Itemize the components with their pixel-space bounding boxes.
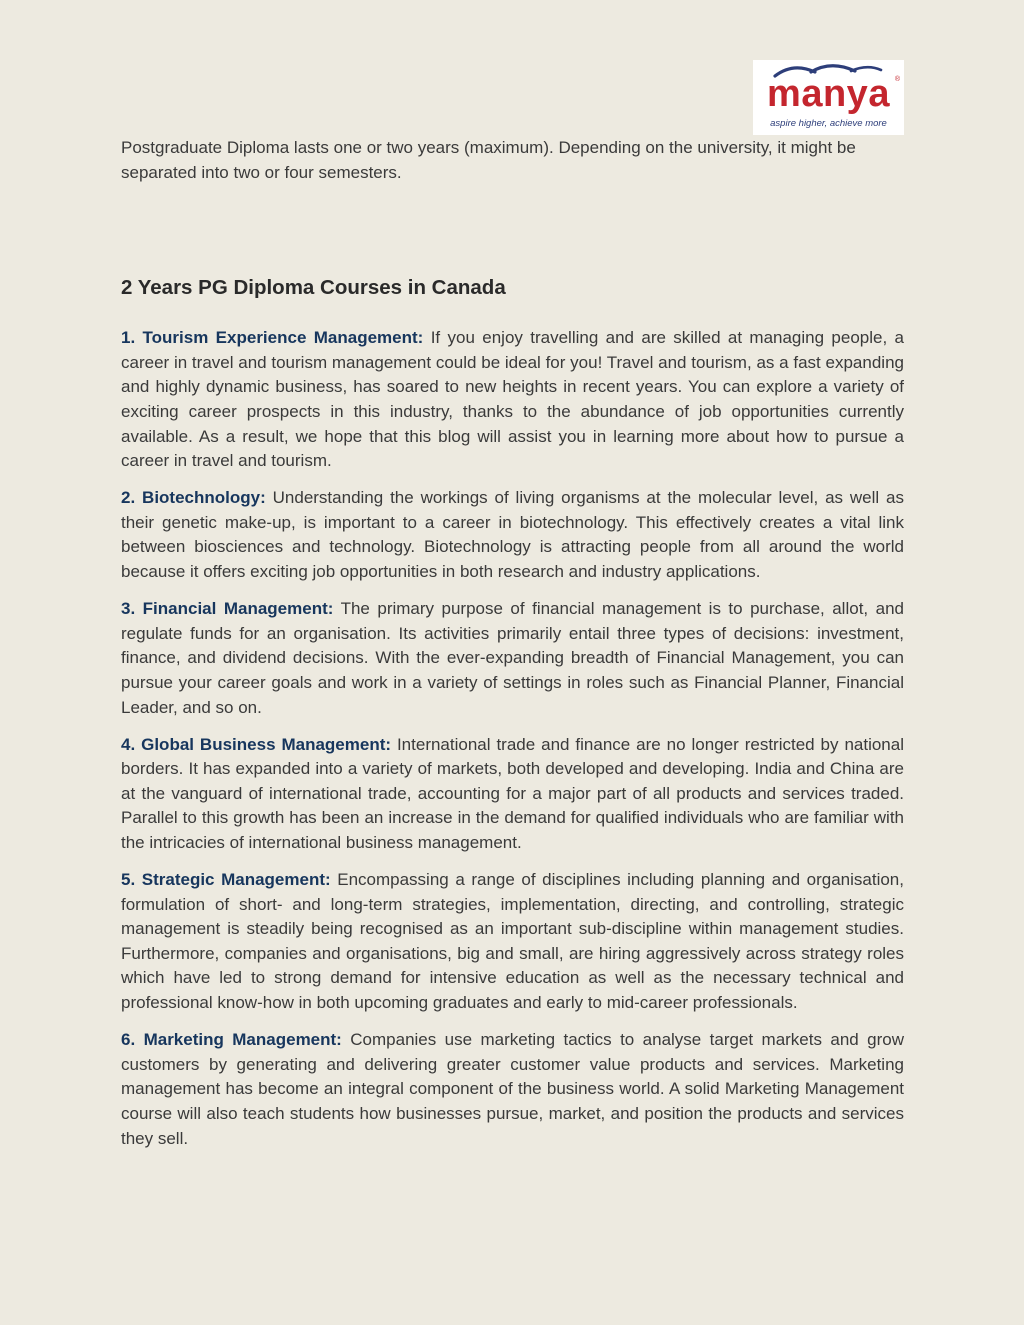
logo-wordmark: manya — [767, 73, 890, 115]
course-item-global-business — [121, 733, 904, 856]
document-body — [121, 136, 904, 1164]
course-item-tourism — [121, 326, 904, 474]
course-item-marketing-management — [121, 1028, 904, 1151]
course-item-strategic-management — [121, 868, 904, 1016]
logo-registered-mark: ® — [894, 76, 900, 83]
logo-tagline: aspire higher, achieve more — [770, 118, 887, 129]
course-description: Encompassing a range of disciplines including planning and organisation, formulation of short- and long-term strategies, implementation, directing, and controlling, strategic management is steadily being recognised as an important sub-discipline within management studies. Furthermore, companies and organisations, big and small, are hiring aggressively across strategy roles which have led to strong demand for intensive education as well as the necessary technical and professional know-how in both upcoming graduates and early to mid-career professionals. — [121, 870, 904, 1013]
course-title: 4. Global Business Management: — [121, 734, 392, 754]
course-description: The primary purpose of financial management is to purchase, allot, and regulate funds for an organisation. Its activities primarily entail three types of decisions: investment, finance, and dividend decisions. With the ever-expanding breadth of Financial Management, you can pursue your career goals and work in a variety of settings in roles such as Financial Planner, Financial Leader, and so on. — [121, 599, 904, 717]
course-description: Companies use marketing tactics to analyse target markets and grow customers by generating and delivering greater customer value products and services. Marketing management has become an integral component of the business world. A solid Marketing Management course will also teach students how businesses pursue, market, and position the products and services they sell. — [121, 1030, 904, 1148]
course-description: Understanding the workings of living organisms at the molecular level, as well as their genetic make-up, is important to a career in biotechnology. This effectively creates a vital link between biosciences and technology. Biotechnology is attracting people from all around the world because it offers exciting job opportunities in both research and industry applications. — [121, 488, 904, 582]
course-title: 1. Tourism Experience Management: — [121, 328, 424, 348]
course-title: 6. Marketing Management: — [121, 1030, 342, 1050]
section-heading: 2 Years PG Diploma Courses in Canada — [121, 276, 506, 300]
course-item-financial-management — [121, 597, 904, 720]
course-description: If you enjoy travelling and are skilled at managing people, a career in travel and tourism management could be ideal for you! Travel and tourism, as a fast expanding and highly dynamic business, has soared to new heights in recent years. You can explore a variety of exciting career prospects in this industry, thanks to the abundance of job opportunities currently available. As a result, we hope that this blog will assist you in learning more about how to pursue a career in travel and tourism. — [121, 328, 905, 471]
course-title: 5. Strategic Management: — [121, 870, 331, 890]
course-title: 2. Biotechnology: — [121, 488, 266, 508]
manya-logo — [753, 60, 904, 135]
course-item-biotechnology — [121, 486, 904, 584]
course-description: International trade and finance are no longer restricted by national borders. It has expanded into a variety of markets, both developed and developing. India and China are at the vanguard of international trade, accounting for a major part of all products and services traded. Parallel to this growth has been an increase in the demand for qualified individuals who are familiar with the intricacies of international business management. — [121, 734, 904, 852]
intro-paragraph: Postgraduate Diploma lasts one or two years (maximum). Depending on the university, it might be separated into two or four semesters. — [121, 138, 856, 182]
course-title: 3. Financial Management: — [121, 599, 334, 619]
